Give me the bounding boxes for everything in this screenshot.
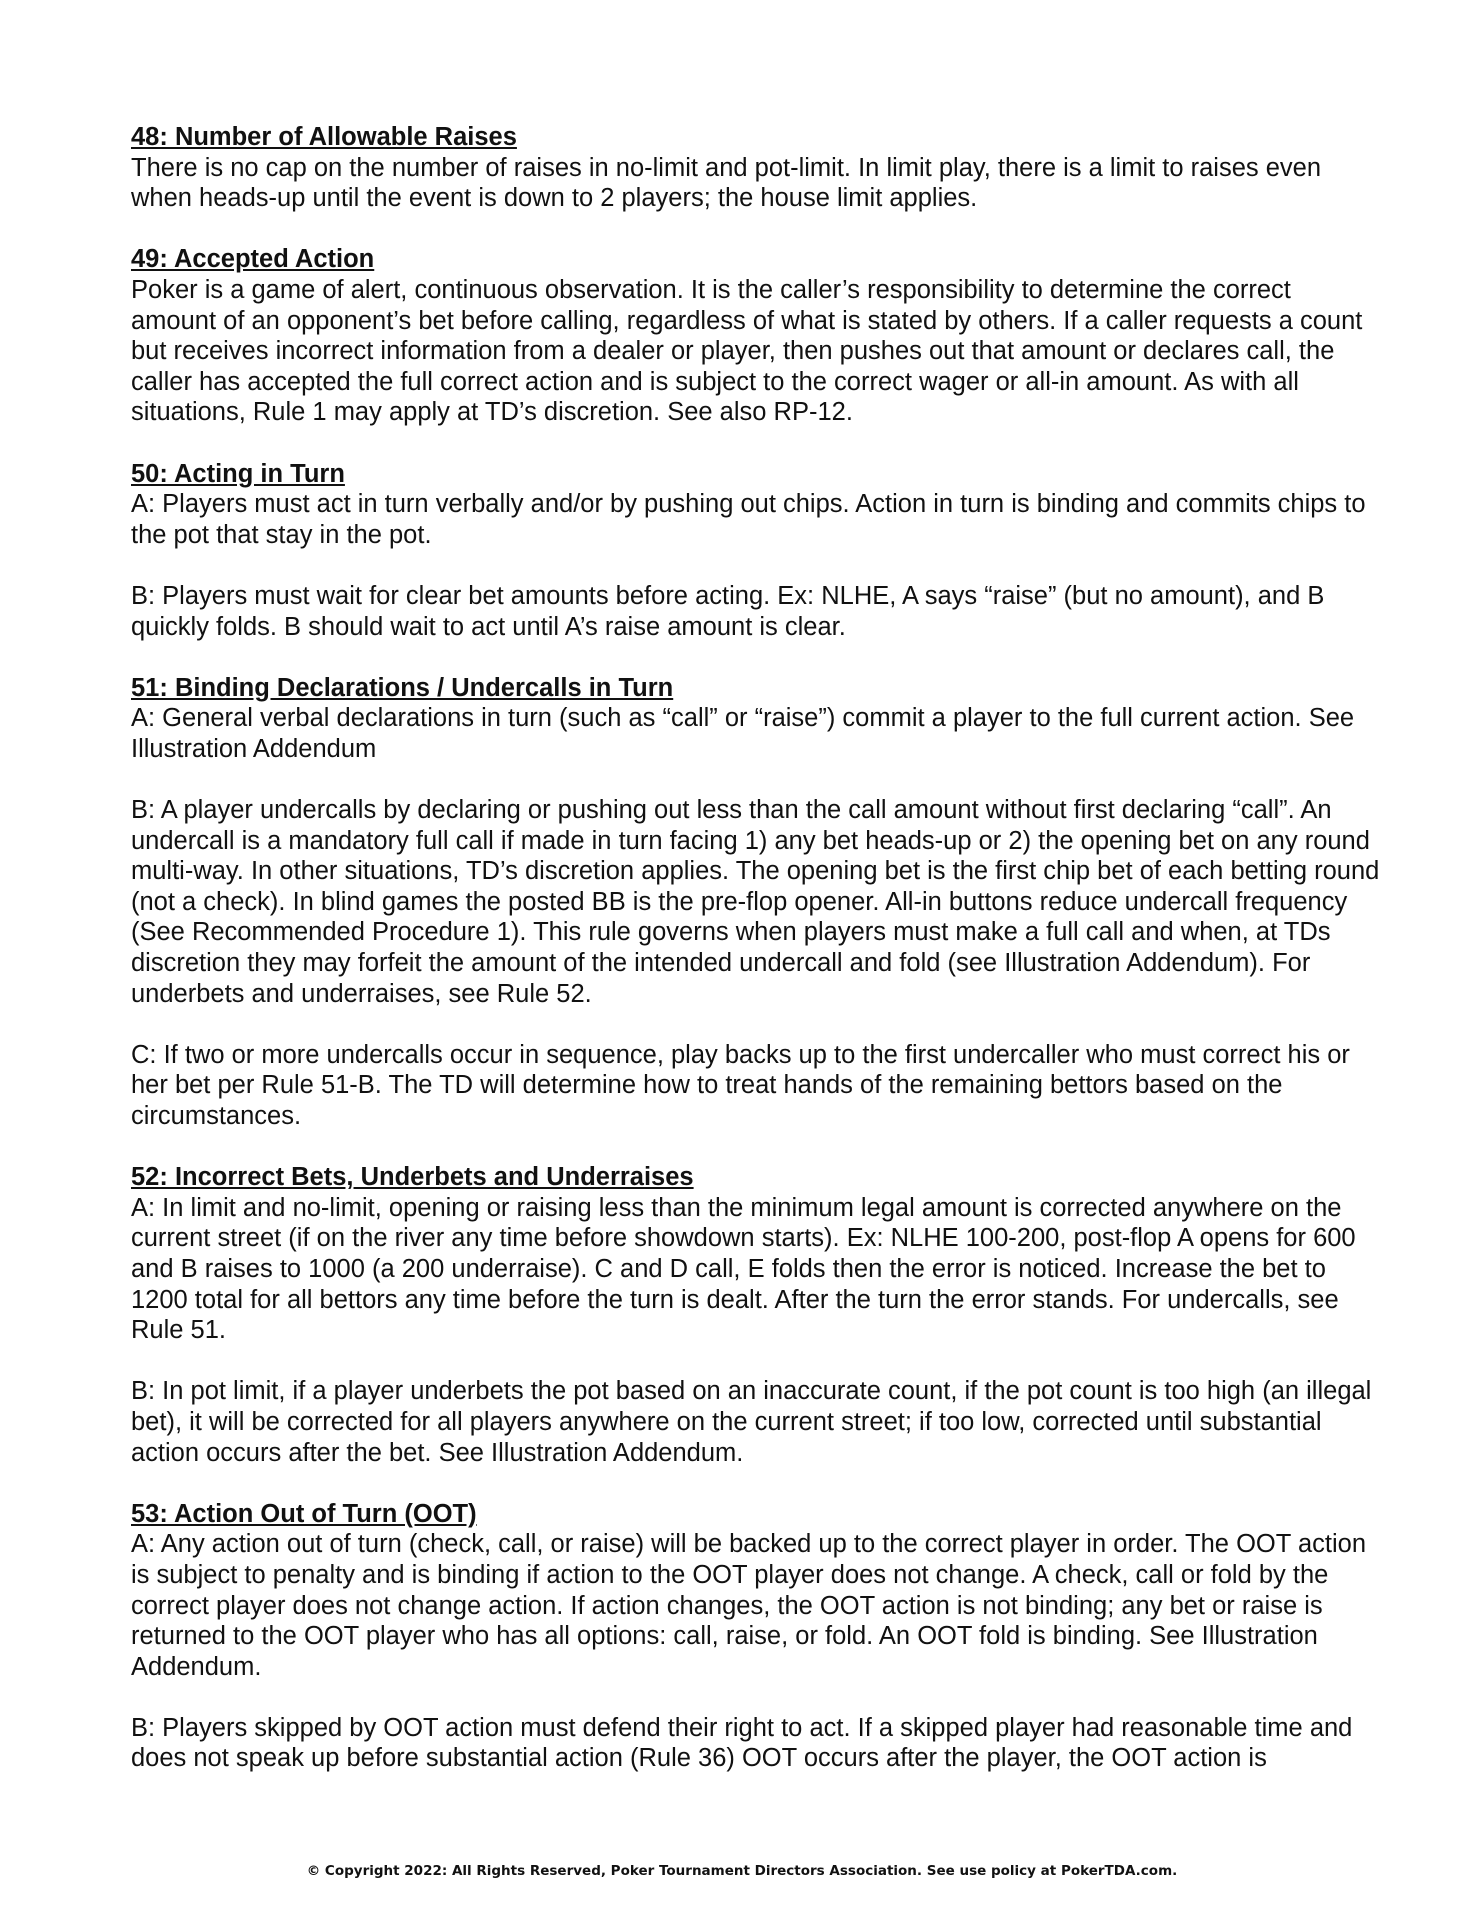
rule-52 [131,1162,1381,1468]
section-gap [131,1132,1381,1163]
paragraph-gap [131,1346,1381,1377]
rule-heading: 50: Acting in Turn [131,459,345,488]
section-gap [131,214,1381,245]
paragraph-gap [131,764,1381,795]
rule-paragraph: There is no cap on the number of raises in no-limit and pot-limit. In limit play, there is a limit to raises even when heads-up until the event is down to 2 players; the house limit applies. [131,153,1322,213]
rule-heading: 53: Action Out of Turn (OOT) [131,1499,477,1528]
rule-paragraph: A: In limit and no-limit, opening or raising less than the minimum legal amount is corrected anywhere on the current street (if on the river any time before showdown starts). Ex: NLHE 100-200, post-flop A opens for 600 and B raises to 1000 (a 200 underraise). C and D call, E folds then the error is noticed. Increase the bet to 1200 total for all bettors any time before the turn is dealt. After the turn the error stands. For undercalls, see Rule 51. [131,1193,1356,1345]
rule-48 [131,122,1381,214]
rule-heading: 48: Number of Allowable Raises [131,123,517,151]
rule-heading: 49: Accepted Action [131,245,375,274]
rule-paragraph: B: Players must wait for clear bet amounts before acting. Ex: NLHE, A says “raise” (but no amount), and B quickly folds. B should wait to act until A’s raise amount is clear. [131,581,1325,641]
rule-paragraph: B: A player undercalls by declaring or pushing out less than the call amount without first declaring “call”. An undercall is a mandatory full call if made in turn facing 1) any bet heads-up or 2) the opening bet on any round multi-way. In other situations, TD’s discretion applies. The opening bet is the first chip bet of each betting round (not a check). In blind games the posted BB is the pre-flop opener. All-in buttons reduce undercall frequency (See Recommended Procedure 1). This rule governs when players must make a full call and when, at TDs discretion they may forfeit the amount of the intended undercall and fold (see Illustration Addendum). For underbets and underraises, see Rule 52. [131,796,1380,1008]
rule-paragraph: A: General verbal declarations in turn (such as “call” or “raise”) commit a player to the full current action. See Illustration Addendum [131,704,1355,763]
section-gap [131,1468,1381,1499]
rule-paragraph: B: In pot limit, if a player underbets the pot based on an inaccurate count, if the pot count is too high (an illegal bet), it will be corrected for all players anywhere on the current street; if too low, corrected until substantial action occurs after the bet. See Illustration Addendum. [131,1377,1372,1467]
rule-paragraph: Poker is a game of alert, continuous observation. It is the caller’s responsibility to determine the correct amount of an opponent’s bet before calling, regardless of what is stated by others. If a caller requests a count but receives incorrect information from a dealer or player, then pushes out that amount or declares call, the caller has accepted the full correct action and is subject to the correct wager or all-in amount. As with all situations, Rule 1 may apply at TD’s discretion. See also RP-12. [131,275,1363,427]
rule-paragraph: A: Players must act in turn verbally and/or by pushing out chips. Action in turn is binding and commits chips to the pot that stay in the pot. [131,490,1366,549]
rule-heading: 51: Binding Declarations / Undercalls in Turn [131,673,674,702]
rule-53 [131,1499,1381,1774]
rule-51 [131,673,1381,1132]
rule-49 [131,244,1381,428]
section-gap [131,428,1381,459]
rule-paragraph: C: If two or more undercalls occur in sequence, play backs up to the first undercaller who must correct his or her bet per Rule 51-B. The TD will determine how to treat hands of the remaining bettors based on the circumstances. [131,1040,1350,1130]
paragraph-gap [131,1682,1381,1713]
rule-paragraph: B: Players skipped by OOT action must defend their right to act. If a skipped player had reasonable time and does not speak up before substantial action (Rule 36) OOT occurs after the player, the OOT action is [131,1713,1353,1773]
section-gap [131,642,1381,673]
document-body [131,122,1381,1774]
copyright-footer: © Copyright 2022: All Rights Reserved, Poker Tournament Directors Association. See use policy at PokerTDA.com. [306,1863,1178,1879]
paragraph-gap [131,550,1381,581]
rule-50 [131,459,1381,643]
paragraph-gap [131,1009,1381,1040]
rule-paragraph: A: Any action out of turn (check, call, or raise) will be backed up to the correct player in order. The OOT action is subject to penalty and is binding if action to the OOT player does not change. A check, call or fold by the correct player does not change action. If action changes, the OOT action is not binding; any bet or raise is returned to the OOT player who has all options: call, raise, or fold. An OOT fold is binding. See Illustration Addendum. [131,1530,1366,1681]
rule-heading: 52: Incorrect Bets, Underbets and Underraises [131,1163,694,1192]
